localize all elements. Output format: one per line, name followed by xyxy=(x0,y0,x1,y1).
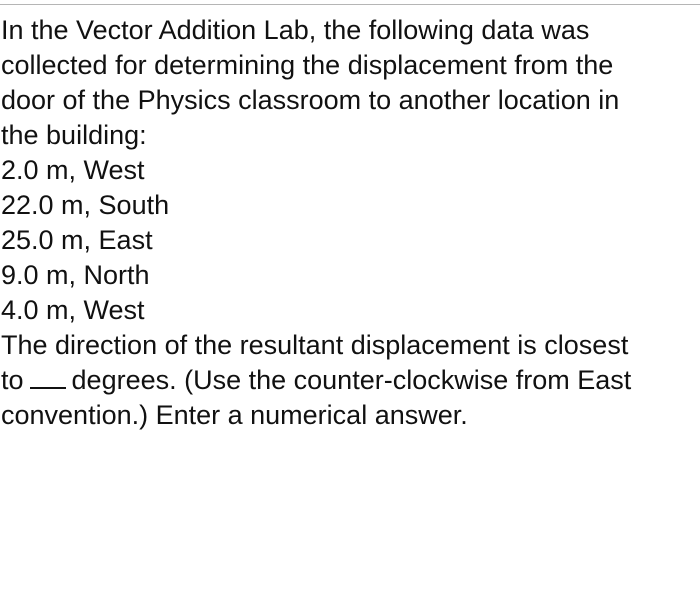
intro-line: In the Vector Addition Lab, the following data was xyxy=(1,15,590,45)
prompt-line-end: degrees. (Use the counter-clockwise from East xyxy=(71,365,632,395)
prompt-line: The direction of the resultant displacement is closest xyxy=(1,330,629,360)
question-text xyxy=(1,13,700,433)
data-item: 9.0 m, North xyxy=(1,260,150,290)
data-item: 2.0 m, West xyxy=(1,155,145,185)
intro-line: door of the Physics classroom to another location in xyxy=(1,85,620,115)
intro-line: collected for determining the displacement from the xyxy=(1,50,614,80)
prompt-line-start: to xyxy=(1,365,24,395)
prompt-line xyxy=(1,363,700,398)
data-item: 22.0 m, South xyxy=(1,190,170,220)
intro-line: the building: xyxy=(1,120,147,150)
prompt-line: convention.) Enter a numerical answer. xyxy=(1,400,468,430)
data-item: 25.0 m, East xyxy=(1,225,153,255)
top-divider xyxy=(0,4,700,5)
data-item: 4.0 m, West xyxy=(1,295,145,325)
answer-blank xyxy=(30,367,66,389)
